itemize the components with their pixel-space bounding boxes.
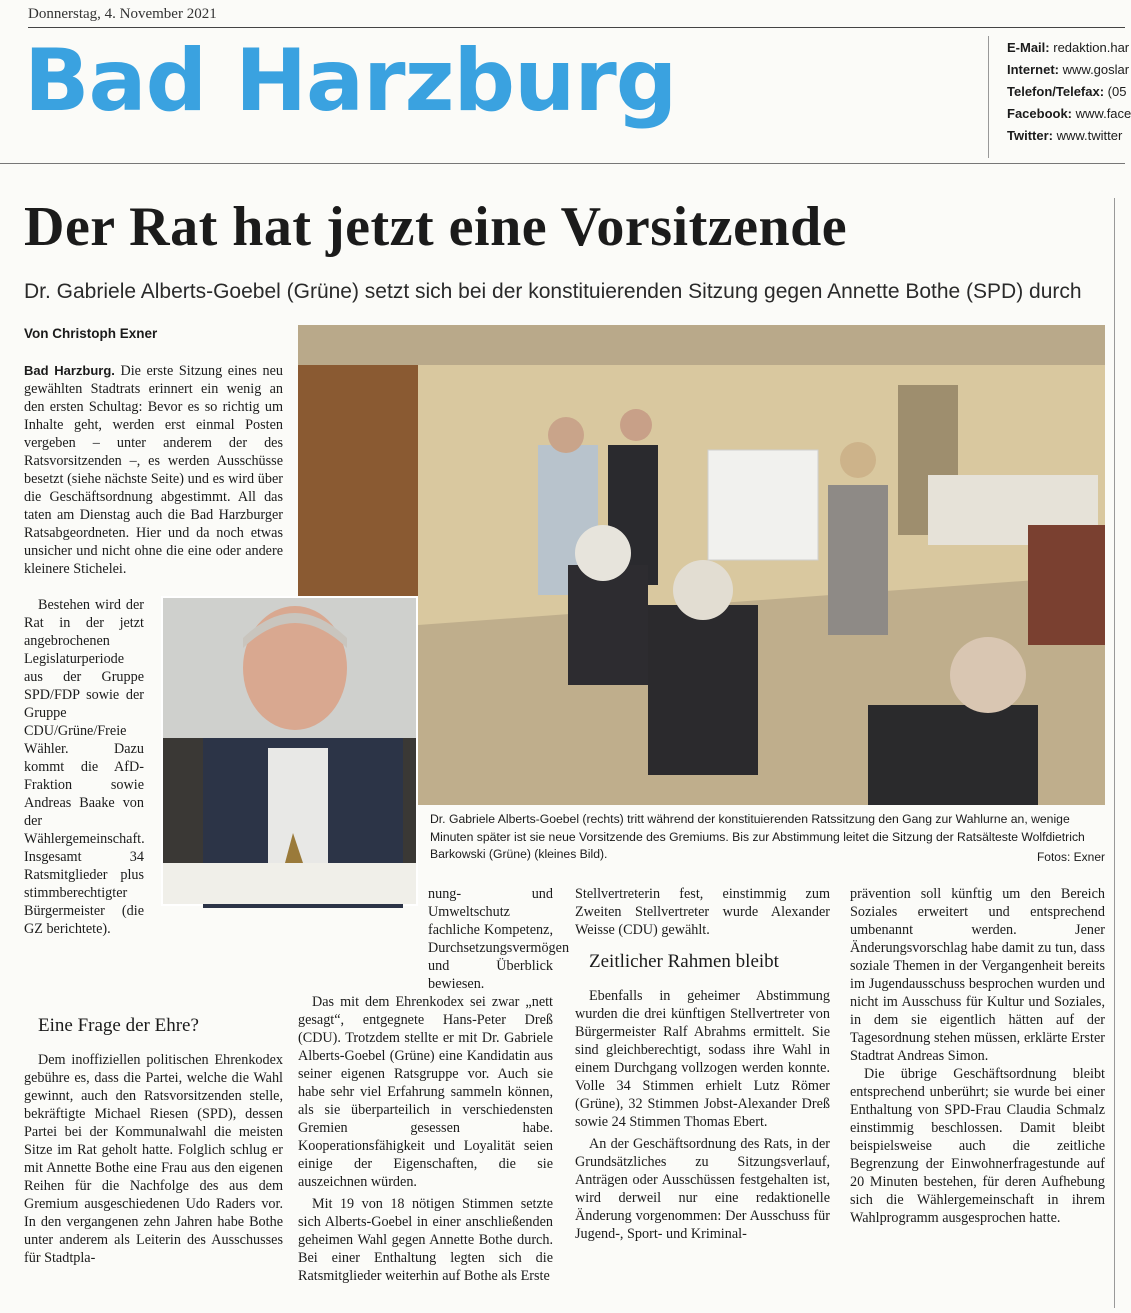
column-1-top (24, 362, 283, 578)
photo-caption: Dr. Gabriele Alberts-Goebel (rechts) tritt während der konstituierenden Ratssitzung den Gang zur Wahlurne an, wenige Minuten später ist sie neue Vorsitzende des Gremiums. Bis zur Abstimmung leitet die Sitzung der Ratsälteste Wolfdietrich Barkowski (Grüne) (kleines Bild). (430, 812, 1085, 861)
inset-photo (161, 596, 418, 906)
paragraph-wahl: Mit 19 von 18 nötigen Stimmen setzte sich Alberts-Goebel in einer anschließenden geheimen Wahl gegen Annette Bothe durch. Bei einer Enthaltung legten sich die Ratsmitglieder weiterhin auf Bothe als Erste (298, 1196, 553, 1284)
paragraph-dress: Das mit dem Ehrenkodex sei zwar „nett gesagt“, entgegnete Hans-Peter Dreß (CDU). Trotzdem stellte er mit Dr. Gabriele Alberts-Goebel (Grüne) eine Kandidatin aus seiner eigenen Ratsgruppe vor. Auch sie habe sehr viel Erfahrung sammeln können, als sie überparteilich in verschiedensten Gremien gesessen habe. Kooperationsfähigkeit und Loyalität seien einige der Eigenschaften, die sie auszeichnen würden. (298, 994, 553, 1190)
column-2 (298, 885, 570, 1285)
top-rule (28, 27, 1125, 28)
issue-date: Donnerstag, 4. November 2021 (28, 6, 217, 22)
main-photo (298, 325, 1105, 805)
paragraph-council: Bestehen wird der Rat in der jetzt angebrochenen Legislaturperiode aus der Gruppe SPD/FDP sowie der Gruppe CDU/Grüne/Freie Wähler. Dazu kommt die AfD-Fraktion sowie Andreas Baake von der Wählergemeinschaft. Insgesamt 34 Ratsmitglieder plus stimmberechtigter Bürgermeister (die GZ berichtete). (24, 597, 145, 937)
paragraph-kompetenz: nung- und Umweltschutz fachliche Kompetenz, Durchsetzungsvermögen und Überblick bewiesen. (428, 886, 570, 992)
paragraph-intro: Bad Harzburg. Die erste Sitzung eines neu gewählten Stadtrats erinnert ein wenig an den ersten Schultag: Bevor es so richtig um Inhalte geht, werden erst einmal Posten vergeben – unter anderem der des Ratsvorsitzenden –, es werden Ausschüsse besetzt (siehe nächste Seite) und es wird über die Geschäftsordnung abgestimmt. All das taten am Dienstag auch die Bad Harzburger Ratsabgeordneten. Hier und da noch etwas unsicher und nicht ohne die eine oder andere kleinere Sticheleі. (24, 363, 283, 577)
article-kicker: Bad Harzburg. (24, 363, 115, 378)
column-1-middle (24, 596, 144, 938)
section-masthead: Bad Harzburg (24, 31, 677, 131)
paragraph-abstimmung: Ebenfalls in geheimer Abstimmung wurden die drei künftigen Stellvertreter von Bürgermeister Ralf Abrahms ermittelt. Sie sind gleichberechtigt, sodass ihre Wahl in einem Durchgang vollzogen werden konnte. Volle 34 Stimmen erhielt Lutz Römer (Grüne), 32 Stimmen Jobst-Alexander Dreß sowie 24 Stimmen Thomas Ebert. (575, 988, 830, 1130)
subheading-rahmen: Zeitlicher Rahmen bleibt (589, 951, 779, 972)
column-3 (575, 885, 830, 1243)
contact-internet: Internet: www.goslar (1007, 62, 1130, 77)
contact-email: E-Mail: redaktion.har (1007, 40, 1130, 55)
article-byline: Von Christoph Exner (24, 326, 158, 341)
paragraph-uebrige: Die übrige Geschäftsordnung bleibt entsprechend unberührt; sie wurde bei einer Enthaltung von SPD-Frau Claudia Schmalz einstimmig beschlossen. Damit bleibt beispielsweise auch die zeitliche Begrenzung der Einwohnerfragestunde auf 20 Minuten bestehen, für deren Aufhebung sich die Wählergemeinschaft in ihrem Wahlprogramm ausgesprochen hatte. (850, 1066, 1105, 1226)
subheading-ehre: Eine Frage der Ehre? (38, 1015, 199, 1036)
contact-facebook: Facebook: www.face (1007, 106, 1131, 121)
article-subheadline: Dr. Gabriele Alberts-Goebel (Grüne) setzt sich bei der konstituierenden Sitzung gegen Annette Bothe (SPD) durch (24, 280, 1082, 303)
paragraph-geschaeftsordnung: An der Geschäftsordnung des Rats, in der Grundsätzliches zu Sitzungsverlauf, Anträgen oder Ausschüssen festgehalten ist, wird derweil nur eine redaktionelle Änderung vorgenommen: Der Ausschuss für Jugend-, Sport- und Kriminal- (575, 1136, 830, 1242)
column-1-bottom (24, 1011, 283, 1267)
article-headline: Der Rat hat jetzt eine Vorsitzende (24, 196, 848, 258)
contact-twitter: Twitter: www.twitter (1007, 128, 1123, 143)
paragraph-stellvertreter: Stellvertreterin fest, einstimmig zum Zweiten Stellvertreter wurde Alexander Weisse (CDU) gewählt. (575, 886, 830, 938)
contact-phone: Telefon/Telefax: (05 (1007, 84, 1127, 99)
photo-credit: Fotos: Exner (1036, 850, 1105, 864)
contact-box (988, 36, 1131, 158)
paragraph-praevention: prävention soll künftig um den Bereich Soziales erweitert und entsprechend umbenannt werden. Jener Änderungsvorschlag habe damit zu tun, dass soziale Themen in der Vergangenheit bereits im Jugendausschuss besprochen wurden und nicht im Ausschuss für Kultur und Soziales, in dem sie eigentlich hätten auf der Tagesordnung stehen müssen, erklärte Erster Stadtrat Andreas Simon. (850, 886, 1105, 1064)
header-rule (0, 163, 1125, 164)
council-meeting-photo (298, 325, 1105, 805)
paragraph-ehrenkodex: Dem inoffiziellen politischen Ehrenkodex gebühre es, dass die Partei, welche die Wahl gewinnt, auch den Ratsvorsitzenden stelle, bekräftigte Michael Riesen (SPD), dessen Partei bei der Kommunalwahl die meisten Sitze im Rat geholt hatte. Folglich schlug er mit Annette Bothe eine Frau aus den eigenen Reihen für die Nachfolge des aus dem Gremium ausgeschiedenen Udo Raders vor. In den vergangenen zehn Jahren habe Bothe unter anderem als Leiterin des Ausschusses für Stadtpla- (24, 1052, 283, 1266)
column-4 (850, 885, 1105, 1227)
chairman-photo (163, 598, 416, 904)
column-rule (1114, 198, 1115, 1308)
